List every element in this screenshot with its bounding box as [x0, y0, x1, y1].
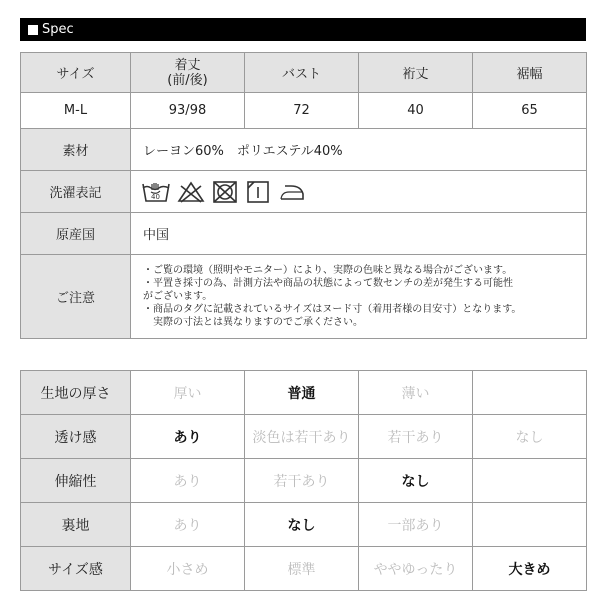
attribute-option: 厚い: [131, 371, 245, 415]
attribute-row: [21, 415, 587, 459]
attribute-label: サイズ感: [21, 547, 131, 591]
attribute-option: なし: [473, 415, 587, 459]
attribute-option-selected: なし: [245, 503, 359, 547]
attribute-option: 小さめ: [131, 547, 245, 591]
attribute-option: [473, 371, 587, 415]
notes-line: ・ご覧の環境（照明やモニター）により、実際の色味と異なる場合がございます。: [143, 265, 513, 276]
attribute-option: 標準: [245, 547, 359, 591]
attribute-label: 伸縮性: [21, 459, 131, 503]
fabric-attributes-table: [20, 370, 587, 591]
sleeve-value: 40: [359, 93, 473, 129]
washing-icons-cell: [131, 171, 587, 213]
hem-value: 65: [473, 93, 587, 129]
washing-row: [21, 171, 587, 213]
no-bleach-icon: [177, 180, 205, 204]
attribute-option-selected: あり: [131, 415, 245, 459]
length-header-text: 着丈 (前/後): [167, 57, 208, 88]
material-label: 素材: [21, 129, 131, 171]
spec-heading-bar: [20, 18, 586, 41]
size-header-row: [21, 53, 587, 93]
length-value: 93/98: [131, 93, 245, 129]
attribute-option-selected: 普通: [245, 371, 359, 415]
notes-line: ・平置き採寸の為、計測方法や商品の状態によって数センチの差が発生する可能性: [143, 278, 513, 289]
bust-header: バスト: [245, 53, 359, 93]
notes-line: がございます。: [143, 291, 213, 302]
material-value: レーヨン60% ポリエステル40%: [131, 129, 587, 171]
hem-header: 裾幅: [473, 53, 587, 93]
attribute-option: [473, 503, 587, 547]
attribute-option: あり: [131, 503, 245, 547]
attribute-option: 若干あり: [359, 415, 473, 459]
spec-table: [20, 52, 587, 339]
bust-value: 72: [245, 93, 359, 129]
attribute-option: 薄い: [359, 371, 473, 415]
origin-label: 原産国: [21, 213, 131, 255]
attribute-row: [21, 459, 587, 503]
hand-wash-40-icon: [141, 180, 171, 204]
notes-line: 実際の寸法とは異なりますのでご承ください。: [143, 317, 363, 328]
spec-heading: Spec: [42, 22, 74, 37]
no-tumble-dry-icon: [211, 180, 239, 204]
washing-label: 洗濯表記: [21, 171, 131, 213]
notes-line: ・商品のタグに記載されているサイズはヌード寸（着用者様の目安寸）となります。: [143, 304, 522, 315]
size-header: サイズ: [21, 53, 131, 93]
attribute-option: 若干あり: [245, 459, 359, 503]
notes-row: [21, 255, 587, 339]
svg-text:40: 40: [151, 192, 160, 201]
care-symbols: [131, 180, 586, 204]
attribute-option: 一部あり: [359, 503, 473, 547]
attribute-option: ややゆったり: [359, 547, 473, 591]
attribute-label: 生地の厚さ: [21, 371, 131, 415]
attribute-option-selected: なし: [359, 459, 473, 503]
attribute-option: 淡色は若干あり: [245, 415, 359, 459]
origin-value: 中国: [131, 213, 587, 255]
line-dry-shade-icon: [245, 180, 271, 204]
attribute-label: 透け感: [21, 415, 131, 459]
origin-row: [21, 213, 587, 255]
sleeve-header: 裄丈: [359, 53, 473, 93]
length-header: [131, 53, 245, 93]
attribute-option-selected: 大きめ: [473, 547, 587, 591]
attribute-option: [473, 459, 587, 503]
attribute-row: [21, 547, 587, 591]
attribute-option: あり: [131, 459, 245, 503]
attribute-row: [21, 371, 587, 415]
material-row: [21, 129, 587, 171]
notes-text: [131, 255, 587, 339]
low-iron-icon: [277, 180, 307, 204]
notes-label: ご注意: [21, 255, 131, 339]
size-value: M-L: [21, 93, 131, 129]
attribute-row: [21, 503, 587, 547]
size-value-row: [21, 93, 587, 129]
square-bullet-icon: [28, 25, 38, 35]
attribute-label: 裏地: [21, 503, 131, 547]
